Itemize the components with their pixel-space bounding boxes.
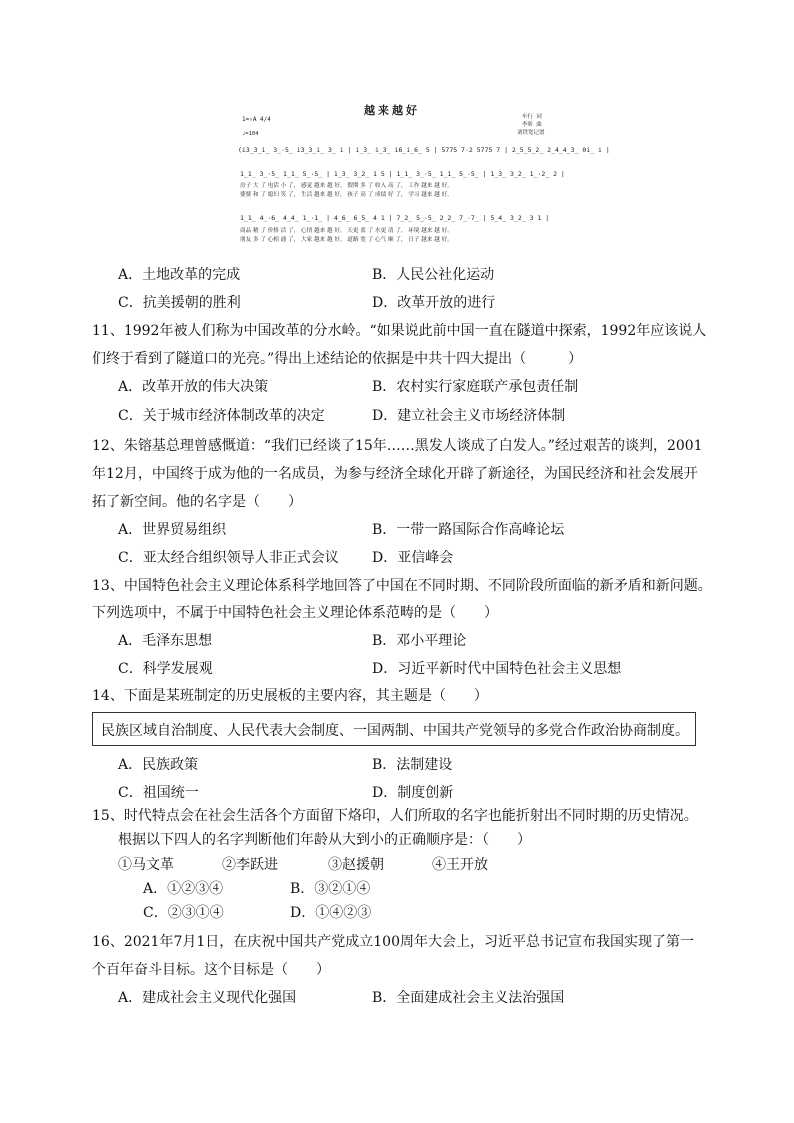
- q15-option-a: A．①②③④: [143, 881, 224, 897]
- q12-stem-line1: 12、朱镕基总理曾感慨道：“我们已经谈了15年……黑发人谈成了白发人。”经过艰苦的谈判，2001: [92, 438, 703, 454]
- q14-option-d: D．制度创新: [372, 785, 454, 801]
- q14-option-c: C．祖国统一: [118, 785, 199, 801]
- score-row-intro: (i3̲3̲i̲ 3̲·5̲ i3̲3̲i̲ 3̲ i | i̲3̲ i̲3̲ i6̲i̲6̲ 5 | 5775 7·2 5775 7 | 2̲5̲5̲2̲ 2̲4̲4̲3̲ 0i̲ i |: [238, 146, 610, 154]
- q14-stem-line1: 14、下面是某班制定的历史展板的主要内容，其主题是（ ）: [92, 688, 488, 704]
- q15-option-d: D．①④②③: [290, 905, 372, 921]
- q11-stem-line1: 11、1992年被人们称为中国改革的分水岭。“如果说此前中国一直在隧道中探索，1992年应该说人: [92, 323, 707, 339]
- q13-option-d: D．习近平新时代中国特色社会主义思想: [372, 661, 622, 677]
- music-score: [236, 98, 610, 248]
- q16-option-b: B．全面建成社会主义法治强国: [372, 990, 565, 1006]
- q15-name-3: ③赵援朝: [328, 857, 384, 873]
- score-row-1: 1̲1̲ 3̲·5̲ 1̲1̲ 5̲·5̲ | 1̲3̲ 3̲2̲ 1 5 | 1̲1̲ 3̲·5̲ 1̲1̲ 5̲·5̲ | 1̲3̲ 3̲2̲ 1̲·2̲ 2 |: [240, 170, 565, 178]
- q15-name-1: ①马文革: [118, 857, 174, 873]
- q12-option-a: A．世界贸易组织: [118, 522, 227, 538]
- q16-option-a: A．建成社会主义现代化强国: [118, 990, 297, 1006]
- q15-name-4: ④王开放: [432, 857, 488, 873]
- score-credit-music: 李昕 曲: [522, 122, 542, 128]
- score-title: 越来越好: [364, 104, 420, 117]
- q12-option-c: C．亚太经合组织领导人非正式会议: [118, 550, 339, 566]
- q15-stem-line1: 15、时代特点会在社会生活各个方面留下烙印，人们所取的名字也能折射出不同时期的历史情况。: [92, 808, 698, 824]
- q11-option-c: C．关于城市经济体制改革的决定: [118, 408, 325, 424]
- q10-option-c: C．抗美援朝的胜利: [118, 295, 241, 311]
- q10-option-a: A．土地改革的完成: [118, 267, 241, 283]
- score-lyric-4: 朋友 多 了 心相 通 了， 大家 越来 越 好。 道路 宽 了 心气 顺 了， 日子 越来 越 好。: [240, 237, 453, 243]
- q13-stem-line2: 下列选项中，不属于中国特色社会主义理论体系范畴的是（ ）: [92, 605, 498, 621]
- q15-option-b: B．③②①④: [290, 881, 371, 897]
- q12-stem-line3: 拓了新空间。他的名字是（ ）: [92, 494, 302, 510]
- q14-exhibit-text: 民族区域自治制度、人民代表大会制度、一国两制、中国共产党领导的多党合作政治协商制度。: [101, 723, 689, 739]
- q15-option-c: C．②③①④: [143, 905, 224, 921]
- score-credit-lyrics: 车行 词: [522, 114, 542, 120]
- q11-option-a: A．改革开放的伟大决策: [118, 379, 269, 395]
- q13-option-a: A．毛泽东思想: [118, 633, 213, 649]
- q13-option-b: B．邓小平理论: [372, 633, 467, 649]
- q10-option-d: D．改革开放的进行: [372, 295, 496, 311]
- score-lyric-2: 婆婆 和 了 媳妇 笑 了， 生活 越来 越 好。 孩子 高 了 成绩 好 了， 学习 越来 越 好。: [240, 192, 453, 198]
- q11-option-d: D．建立社会主义市场经济体制: [372, 408, 566, 424]
- q16-stem-line2: 个百年奋斗目标。这个目标是（ ）: [92, 962, 330, 978]
- score-lyric-1: 房子 大 了 电话 小 了， 感觉 越来 越 好。 假期 多 了 收入 高 了， 工作 越来 越 好。: [240, 183, 453, 189]
- q10-option-b: B．人民公社化运动: [372, 267, 495, 283]
- q11-stem-line2: 们终于看到了隧道口的光亮。”得出上述结论的依据是中共十四大提出（ ）: [92, 351, 583, 367]
- q12-option-d: D．亚信峰会: [372, 550, 454, 566]
- score-lyric-3: 商品 精 了 价格 活 了， 心情 越来 越 好。 天更 蓝 了 水更 清 了， 环境 越来 越 好。: [240, 228, 453, 234]
- q13-stem-line1: 13、中国特色社会主义理论体系科学地回答了中国在不同时期、不同阶段所面临的新矛盾和新问题。: [92, 578, 712, 594]
- q14-exhibit-box: [92, 712, 696, 746]
- score-row-2: 1̲1̲ 4̲·6̲ 4̲4̲ 1̲·1̲ | 4̲6̲ 6̲5̲ 4 1 | 7̲2̲ 5̲·5̲ 2̲2̲ 7̲·7̲ | 5̲4̲ 3̲2̲ 3 1 |: [240, 214, 550, 222]
- q12-stem-line2: 年12月，中国终于成为他的一名成员，为参与经济全球化开辟了新途径，为国民经济和社会发展开: [92, 466, 698, 482]
- score-tempo: ♩=104: [242, 131, 259, 137]
- score-key: 1=♭A 4/4: [242, 116, 271, 123]
- q11-option-b: B．农村实行家庭联产承包责任制: [372, 379, 579, 395]
- q15-stem-line2: 根据以下四人的名字判断他们年龄从大到小的正确顺序是：（ ）: [118, 832, 531, 848]
- q12-option-b: B．一带一路国际合作高峰论坛: [372, 522, 565, 538]
- q15-name-2: ②李跃进: [222, 857, 278, 873]
- q16-stem-line1: 16、2021年7月1日，在庆祝中国共产党成立100周年大会上，习近平总书记宣布我国实现了第一: [92, 934, 694, 950]
- q14-option-b: B．法制建设: [372, 757, 453, 773]
- q14-option-a: A．民族政策: [118, 757, 199, 773]
- q13-option-c: C．科学发展观: [118, 661, 213, 677]
- score-credit-transcription: 刘铁宽记谱: [517, 130, 545, 136]
